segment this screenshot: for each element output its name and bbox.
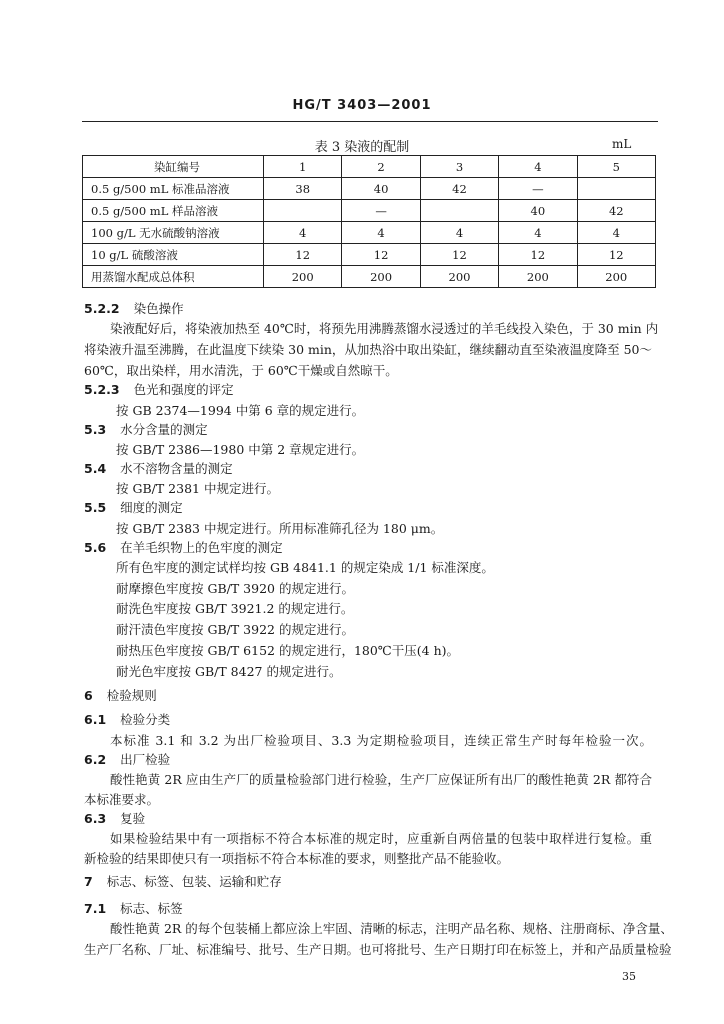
cell-value: 40 xyxy=(342,178,420,200)
cell-value: 200 xyxy=(577,266,655,288)
cell-value xyxy=(420,200,498,222)
section-title: 复验 xyxy=(120,811,146,826)
cell-value: 4 xyxy=(264,222,342,244)
row-label: 100 g/L 无水硫酸钠溶液 xyxy=(83,222,264,244)
cell-value xyxy=(264,200,342,222)
body-text-line: 所有色牢度的测定试样均按 GB 4841.1 的规定染成 1/1 标准深度。 xyxy=(116,560,494,575)
cell-value: 12 xyxy=(342,244,420,266)
body-text-line: 染液配好后，将染液加热至 40℃时，将预先用沸腾蒸馏水浸透过的羊毛线投入染色，于 30 min 内 xyxy=(110,321,659,336)
cell-value: 12 xyxy=(499,244,577,266)
cell-value: — xyxy=(499,178,577,200)
body-text-line: 本标准要求。 xyxy=(84,792,160,807)
row-label: 0.5 g/500 mL 样品溶液 xyxy=(83,200,264,222)
cell-value: 3 xyxy=(420,156,498,178)
cell-value xyxy=(577,178,655,200)
body-text-line: 耐光色牢度按 GB/T 8427 的规定进行。 xyxy=(116,664,342,679)
body-text-line: 按 GB/T 2386—1980 中第 2 章规定进行。 xyxy=(116,442,365,457)
section-number: 7.1 xyxy=(84,901,107,916)
table-unit: mL xyxy=(612,137,632,151)
body-text-line: 按 GB/T 2381 中规定进行。 xyxy=(116,481,279,496)
body-text-line: 耐汗渍色牢度按 GB/T 3922 的规定进行。 xyxy=(116,622,354,637)
section-number: 6 xyxy=(84,688,93,703)
section-number: 7 xyxy=(84,874,93,889)
section-number: 5.5 xyxy=(84,500,107,515)
section-heading-s56 xyxy=(84,538,283,556)
section-title: 染色操作 xyxy=(133,301,184,316)
cell-value: 42 xyxy=(420,178,498,200)
cell-value: — xyxy=(342,200,420,222)
cell-value: 200 xyxy=(499,266,577,288)
table-row xyxy=(83,178,656,200)
row-label: 10 g/L 硫酸溶液 xyxy=(83,244,264,266)
body-text-line: 如果检验结果中有一项指标不符合本标准的规定时，应重新自两倍量的包装中取样进行复检。重 xyxy=(110,831,652,846)
table-row xyxy=(83,244,656,266)
row-label: 染缸编号 xyxy=(83,156,264,178)
section-number: 5.2.3 xyxy=(84,382,120,397)
body-text-line: 耐热压色牢度按 GB/T 6152 的规定进行，180℃干压(4 h)。 xyxy=(116,643,460,658)
section-title: 出厂检验 xyxy=(120,752,171,767)
standard-header: HG/T 3403—2001 xyxy=(292,98,432,113)
header-rule xyxy=(82,121,658,122)
body-text-line: 酸性艳黄 2R 应由生产厂的质量检验部门进行检验，生产厂应保证所有出厂的酸性艳黄 2R 都符合 xyxy=(110,772,652,787)
section-title: 在羊毛织物上的色牢度的测定 xyxy=(120,540,283,555)
section-title: 水分含量的测定 xyxy=(120,422,208,437)
section-title: 水不溶物含量的测定 xyxy=(120,461,233,476)
cell-value: 12 xyxy=(264,244,342,266)
section-heading-s7 xyxy=(84,872,282,890)
table-row xyxy=(83,222,656,244)
table-row xyxy=(83,266,656,288)
body-text-line: 将染液升温至沸腾，在此温度下续染 30 min，从加热浴中取出染缸，继续翻动直至染液温度降至 50～ xyxy=(84,342,652,357)
cell-value: 4 xyxy=(342,222,420,244)
cell-value: 2 xyxy=(342,156,420,178)
section-heading-s62 xyxy=(84,750,170,768)
dye-preparation-table xyxy=(82,155,656,288)
section-title: 细度的测定 xyxy=(120,500,183,515)
cell-value: 4 xyxy=(499,222,577,244)
page-number: 35 xyxy=(622,970,636,983)
cell-value: 200 xyxy=(264,266,342,288)
cell-value: 40 xyxy=(499,200,577,222)
section-number: 6.2 xyxy=(84,752,107,767)
body-text-line: 新检验的结果即使只有一项指标不符合本标准的要求，则整批产品不能验收。 xyxy=(84,851,510,866)
section-number: 5.2.2 xyxy=(84,301,120,316)
body-text-line: 60℃，取出染样，用水清洗，于 60℃干燥或自然晾干。 xyxy=(84,363,398,378)
cell-value: 42 xyxy=(577,200,655,222)
body-text-line: 按 GB 2374—1994 中第 6 章的规定进行。 xyxy=(116,403,365,418)
body-text-line: 酸性艳黄 2R 的每个包装桶上都应涂上牢固、清晰的标志，注明产品名称、规格、注册商标、净含量、 xyxy=(110,921,673,936)
section-heading-s54 xyxy=(84,459,233,477)
section-number: 5.6 xyxy=(84,540,107,555)
cell-value: 4 xyxy=(499,156,577,178)
table-row xyxy=(83,200,656,222)
section-number: 6.1 xyxy=(84,712,107,727)
body-text-line: 按 GB/T 2383 中规定进行。所用标准筛孔径为 180 μm。 xyxy=(116,521,444,536)
table-caption: 表 3 染液的配制 xyxy=(314,140,410,155)
section-heading-s55 xyxy=(84,498,183,516)
row-label: 用蒸馏水配成总体积 xyxy=(83,266,264,288)
body-text-line: 本标准 3.1 和 3.2 为出厂检验项目、3.3 为定期检验项目，连续正常生产时每年检验一次。 xyxy=(110,733,652,748)
section-heading-s522 xyxy=(84,299,184,317)
cell-value: 5 xyxy=(577,156,655,178)
section-heading-s63 xyxy=(84,809,145,827)
row-label: 0.5 g/500 mL 标准品溶液 xyxy=(83,178,264,200)
section-title: 色光和强度的评定 xyxy=(133,382,234,397)
cell-value: 38 xyxy=(264,178,342,200)
table-header-row xyxy=(83,156,656,178)
section-title: 标志、标签 xyxy=(120,901,183,916)
section-title: 检验分类 xyxy=(120,712,171,727)
cell-value: 12 xyxy=(577,244,655,266)
section-number: 6.3 xyxy=(84,811,107,826)
cell-value: 200 xyxy=(342,266,420,288)
body-text-line: 生产厂名称、厂址、标准编号、批号、生产日期。也可将批号、生产日期打印在标签上，并和产品质量检验 xyxy=(84,942,672,957)
section-title: 标志、标签、包装、运输和贮存 xyxy=(106,874,282,889)
body-text-line: 耐洗色牢度按 GB/T 3921.2 的规定进行。 xyxy=(116,601,354,616)
cell-value: 1 xyxy=(264,156,342,178)
section-heading-s6 xyxy=(84,686,157,704)
section-heading-s523 xyxy=(84,380,234,398)
cell-value: 12 xyxy=(420,244,498,266)
section-heading-s71 xyxy=(84,899,183,917)
section-heading-s53 xyxy=(84,420,208,438)
cell-value: 4 xyxy=(420,222,498,244)
body-text-line: 耐摩擦色牢度按 GB/T 3920 的规定进行。 xyxy=(116,581,354,596)
section-number: 5.3 xyxy=(84,422,107,437)
cell-value: 4 xyxy=(577,222,655,244)
section-heading-s61 xyxy=(84,710,170,728)
cell-value: 200 xyxy=(420,266,498,288)
section-title: 检验规则 xyxy=(106,688,157,703)
section-number: 5.4 xyxy=(84,461,107,476)
